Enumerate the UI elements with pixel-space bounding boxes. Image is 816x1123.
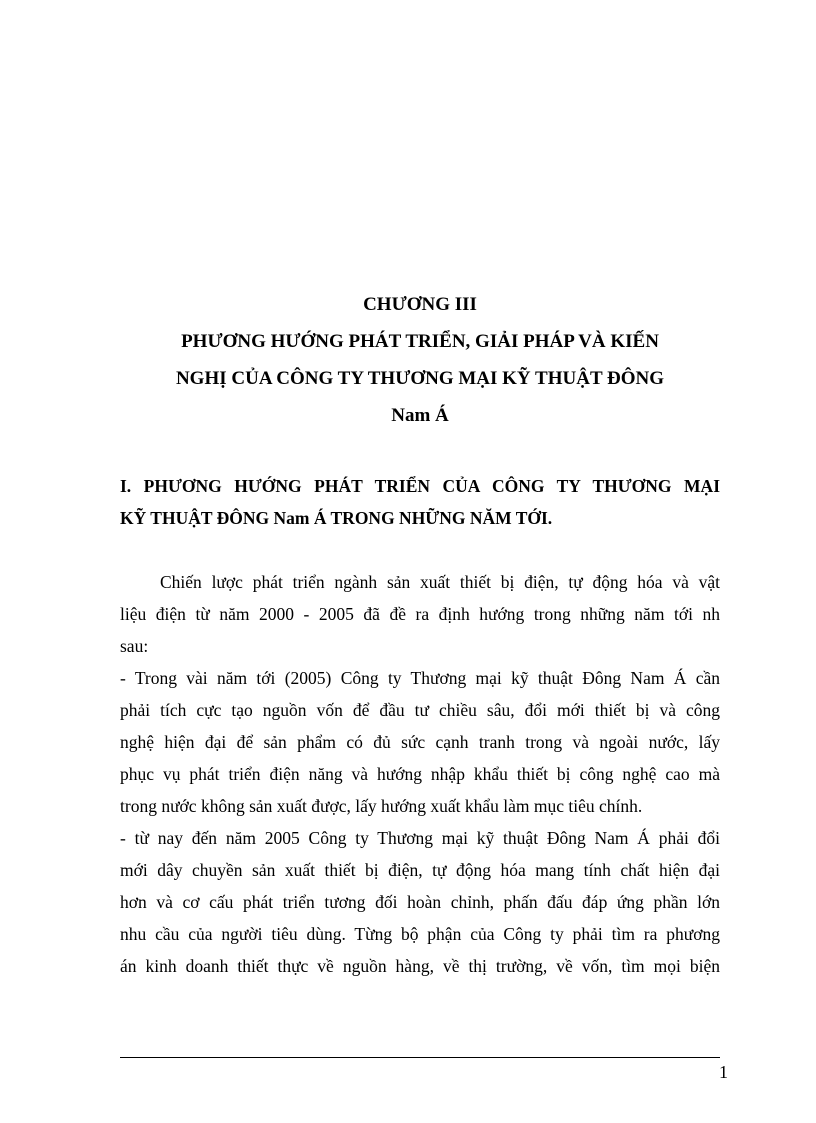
chapter-label: CHƯƠNG III <box>363 294 477 315</box>
page-number: 1 <box>719 1062 728 1082</box>
section-title-line: I. PHƯƠNG HƯỚNG PHÁT TRIỂN CỦA CÔNG TY THƯƠNG MẠI <box>120 476 720 496</box>
footer-divider <box>120 1057 720 1058</box>
section-heading <box>120 470 720 534</box>
paragraph-line: sau: <box>120 636 149 656</box>
paragraph-line: trong nước không sản xuất được, lấy hướng xuất khẩu làm mục tiêu chính. <box>120 796 643 816</box>
paragraph-line: án kinh doanh thiết thực về nguồn hàng, về thị trường, về vốn, tìm mọi biện <box>120 956 720 976</box>
chapter-title-line: Nam Á <box>391 405 449 426</box>
paragraph-line: Chiến lược phát triển ngành sản xuất thiết bị điện, tự động hóa và vật <box>160 572 720 592</box>
chapter-title-line: NGHỊ CỦA CÔNG TY THƯƠNG MẠI KỸ THUẬT ĐÔNG <box>175 368 665 389</box>
paragraph-line: hơn và cơ cấu phát triển tương đối hoàn chỉnh, phấn đấu đáp ứng phần lớn <box>120 892 720 912</box>
paragraph-line: - từ nay đến năm 2005 Công ty Thương mại kỹ thuật Đông Nam Á phải đổi <box>120 828 720 848</box>
paragraph-line: mới dây chuyền sản xuất thiết bị điện, tự động hóa mang tính chất hiện đại <box>120 860 720 880</box>
section-title-line: KỸ THUẬT ĐÔNG Nam Á TRONG NHỮNG NĂM TỚI. <box>120 508 553 528</box>
chapter-heading <box>120 286 720 434</box>
paragraph-line: liệu điện từ năm 2000 - 2005 đã đề ra định hướng trong những năm tới nh <box>120 604 720 624</box>
paragraph-line: nhu cầu của người tiêu dùng. Từng bộ phận của Công ty phải tìm ra phương <box>120 924 720 944</box>
paragraph-line: - Trong vài năm tới (2005) Công ty Thương mại kỹ thuật Đông Nam Á cần <box>120 668 720 688</box>
chapter-title-line: PHƯƠNG HƯỚNG PHÁT TRIỂN, GIẢI PHÁP VÀ KIẾN <box>181 331 659 352</box>
paragraph-line: nghệ hiện đại để sản phẩm có đủ sức cạnh tranh trong và ngoài nước, lấy <box>120 732 720 752</box>
paragraph-line: phải tích cực tạo nguồn vốn để đầu tư chiều sâu, đổi mới thiết bị và công <box>120 700 720 720</box>
body-text <box>120 566 720 982</box>
paragraph-line: phục vụ phát triển điện năng và hướng nhập khẩu thiết bị công nghệ cao mà <box>120 764 720 784</box>
